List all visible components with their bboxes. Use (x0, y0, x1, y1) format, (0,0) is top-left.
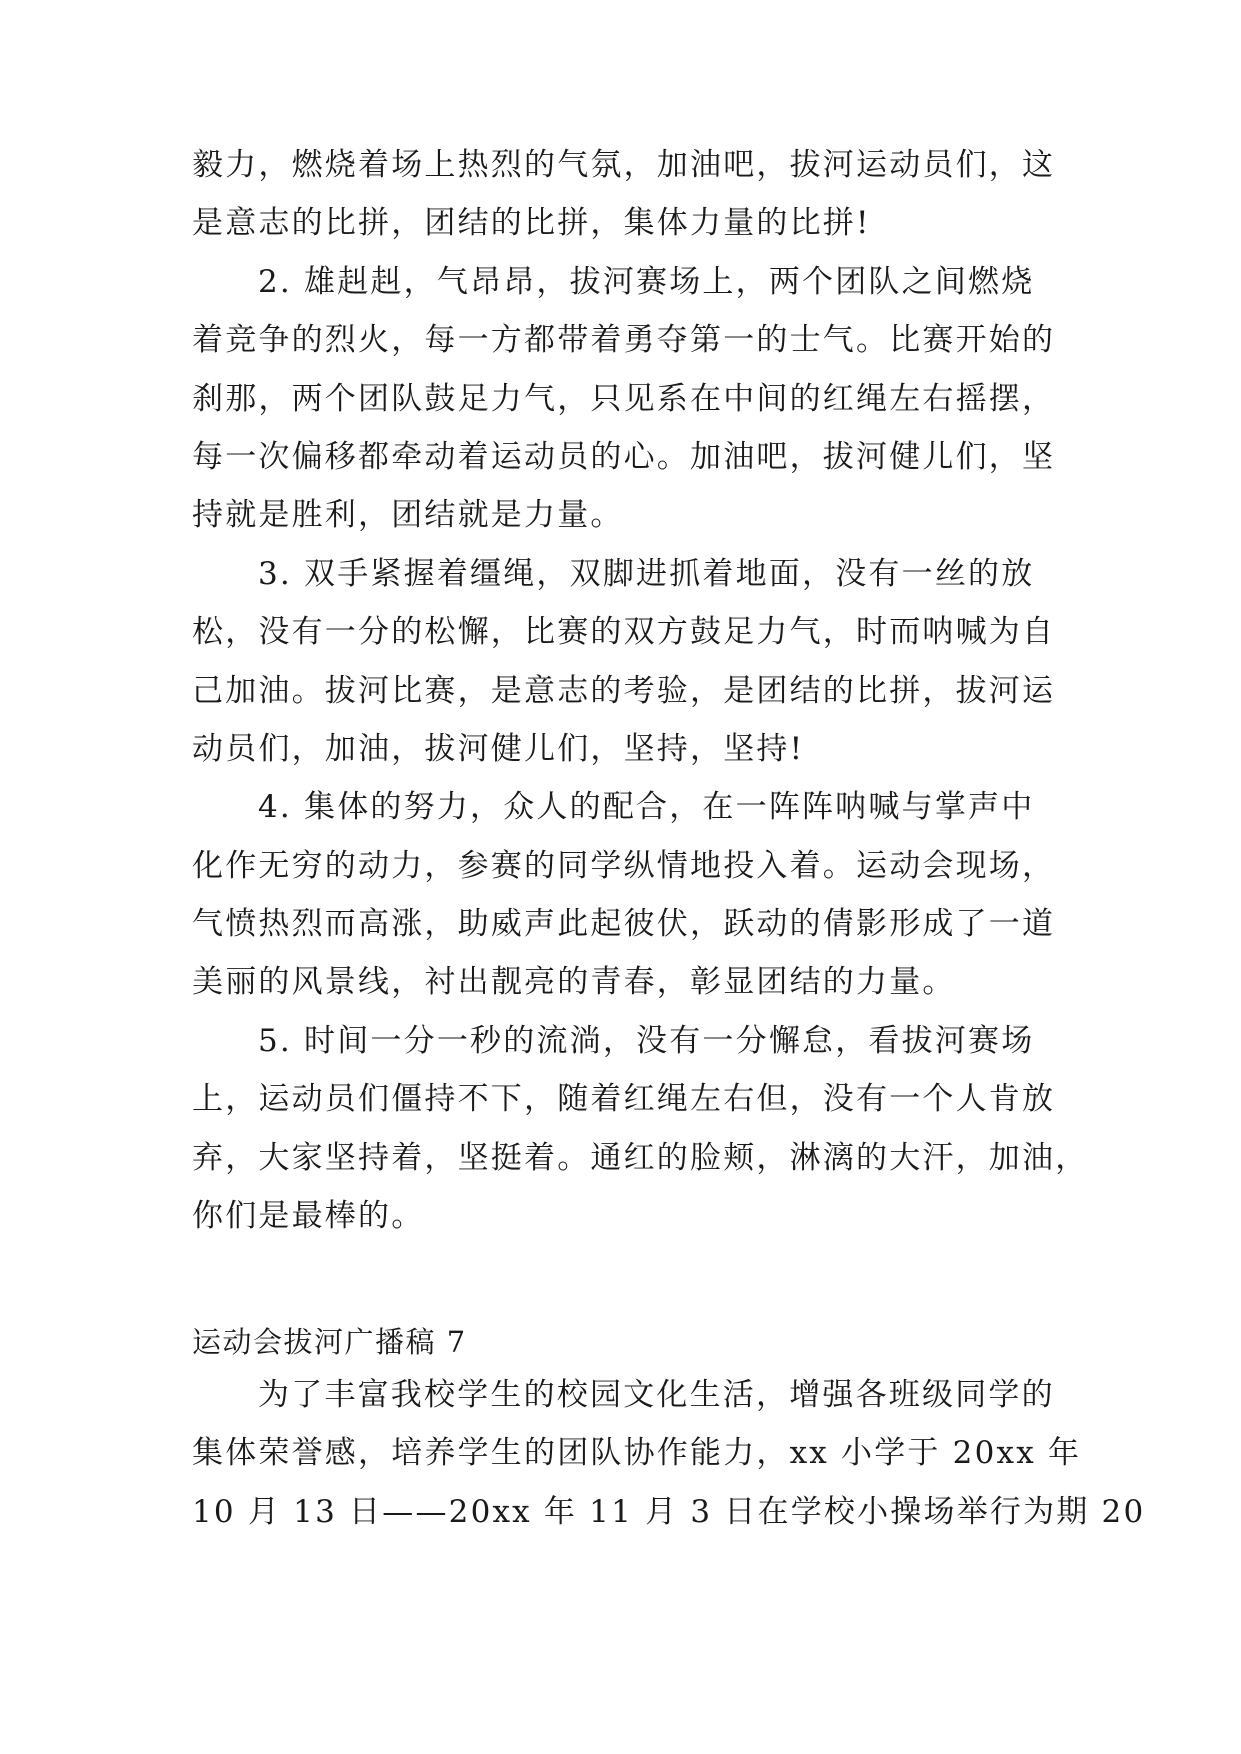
paragraph-start: 为了丰富我校学生的校园文化生活，增强各班级同学的 (258, 1377, 1055, 1413)
text-line: 着竞争的烈火，每一方都带着勇夺第一的士气。比赛开始的 (192, 322, 1056, 359)
body-text-part2 (192, 1366, 1146, 1541)
text-line: 化作无穷的动力，参赛的同学纵情地投入着。运动会现场， (192, 847, 1056, 884)
text-line: 你们是最棒的。 (192, 1198, 425, 1235)
text-line: 是意志的比拼，团结的比拼，集体力量的比拼! (192, 205, 871, 242)
paragraph-2-start: 2. 雄赳赳，气昂昂，拔河赛场上，两个团队之间燃烧 (258, 263, 1035, 300)
paragraph-3-start: 3. 双手紧握着缰绳，双脚进抓着地面，没有一丝的放 (258, 555, 1035, 592)
text-line: 10 月 13 日——20xx 年 11 月 3 日在学校小操场举行为期 20 (192, 1493, 1146, 1530)
paragraph-5-start: 5. 时间一分一秒的流淌，没有一分懈怠，看拔河赛场 (258, 1022, 1035, 1059)
text-line: 刹那，两个团队鼓足力气，只见系在中间的红绳左右摇摆， (192, 380, 1056, 417)
text-line: 上，运动员们僵持不下，随着红绳左右但，没有一个人肯放 (192, 1081, 1056, 1118)
text-line: 松，没有一分的松懈，比赛的双方鼓足力气，时而呐喊为自 (192, 614, 1056, 651)
text-line: 动员们，加油，拔河健儿们，坚持，坚持! (192, 730, 805, 767)
section-title: 运动会拔河广播稿 7 (192, 1325, 467, 1359)
body-text-part1 (192, 136, 1089, 1245)
text-line: 每一次偏移都牵动着运动员的心。加油吧，拔河健儿们，坚 (192, 438, 1056, 475)
text-line: 持就是胜利，团结就是力量。 (192, 497, 624, 534)
text-line: 气愤热烈而高涨，助威声此起彼伏，跃动的倩影形成了一道 (192, 906, 1056, 943)
text-line: 集体荣誉感，培养学生的团队协作能力，xx 小学于 20xx 年 (192, 1435, 1082, 1472)
text-line: 己加油。拔河比赛，是意志的考验，是团结的比拼，拔河运 (192, 672, 1056, 709)
text-line: 毅力，燃烧着场上热烈的气氛，加油吧，拔河运动员们，这 (192, 147, 1056, 183)
paragraph-4-start: 4. 集体的努力，众人的配合，在一阵阵呐喊与掌声中 (258, 789, 1035, 826)
text-line: 美丽的风景线，衬出靓亮的青春，彰显团结的力量。 (192, 964, 956, 1001)
text-line: 弃，大家坚持着，坚挺着。通红的脸颊，淋漓的大汗，加油， (192, 1139, 1089, 1176)
